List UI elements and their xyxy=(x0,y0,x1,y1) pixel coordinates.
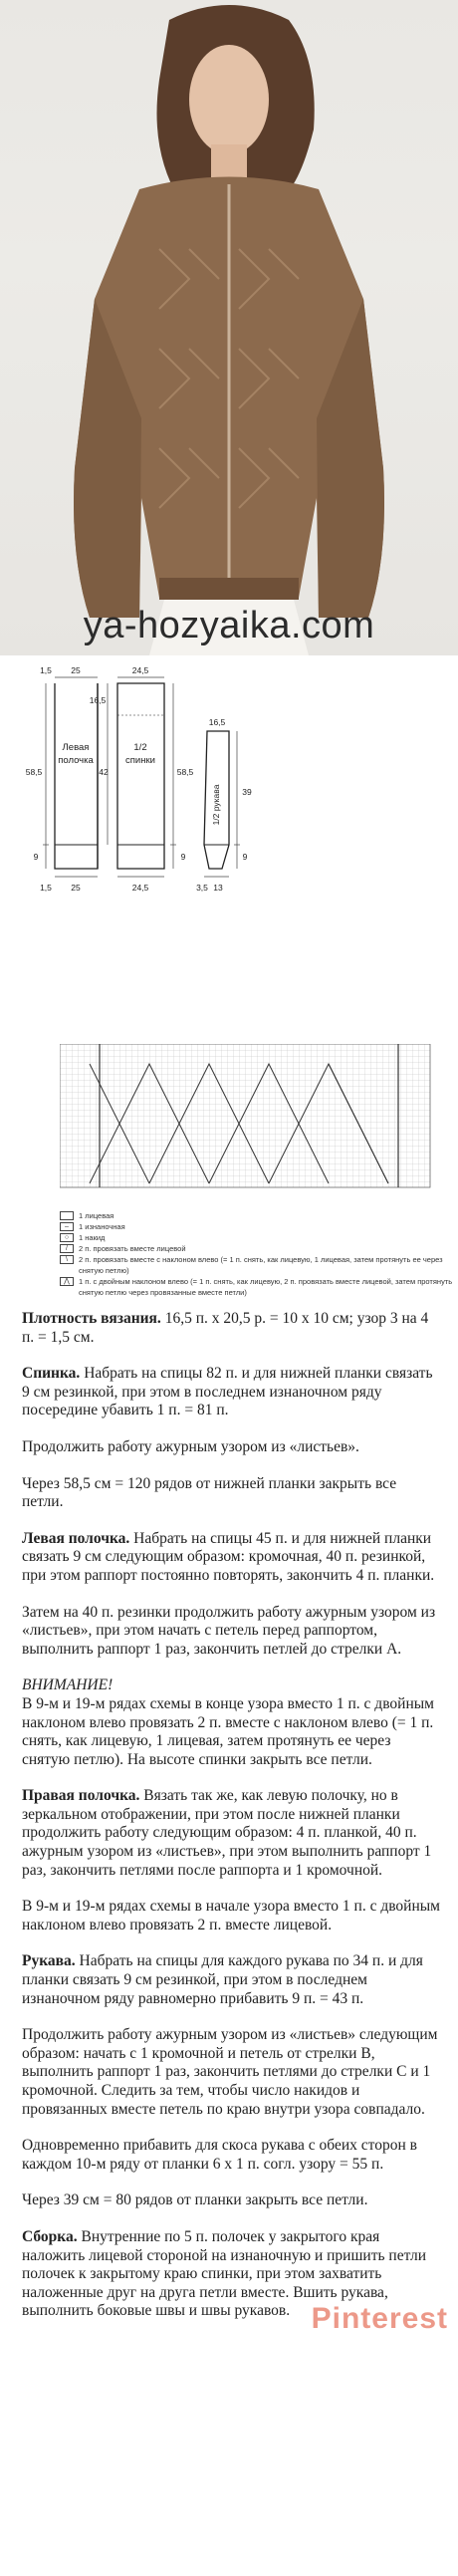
right-front-text: Вязать так же, как левую полочку, но в зеркальном отображении, при этом после нижней планки продолжить работу следующим образом: 4 п. планкой, 40 п. ажурным узором из «листьев», при этом выполнить раппорт 1 раз, закончить петлями после раппорта и 1 кромочной. xyxy=(22,1787,432,1879)
knitting-chart xyxy=(0,1034,458,1208)
gauge-paragraph xyxy=(22,1310,440,1347)
sleeves-pattern-paragraph: Продолжить работу ажурным узором из «листьев» следующим образом: начать с 1 кромочной и петель от стрелки В, выполнить раппорт 1 раз, закончить петлями до стрелки С и 1 кромочной. Следить за тем, чтобы число накидов и провязанных вместе петель по краю внутри узора совпадало. xyxy=(22,2026,438,2118)
gauge-text: 16,5 п. х 20,5 р. = 10 х 10 см; узор 3 на 4 п. = 1,5 см. xyxy=(22,1310,429,1346)
assembly-heading: Сборка. xyxy=(22,2227,78,2245)
legend-text: 1 накид xyxy=(79,1233,106,1242)
pinterest-watermark: Pinterest xyxy=(311,2302,448,2336)
back-label-2: спинки xyxy=(125,755,155,766)
dim-top-15: 1,5 xyxy=(40,665,52,675)
assembly-text: Внутренние по 5 п. полочек у закрытого края наложить лицевой стороной на изнаночную и пришить петли полочек к закрытому краю спинки, при этом захватить наложенные друг на друга петли вместе. Вшить рукава, выполнить боковые швы и швы рукавов. xyxy=(22,2227,427,2320)
sleeve-label: 1/2 рукава xyxy=(211,784,221,826)
garment-schematic xyxy=(0,655,458,1034)
dim-bottom-35: 3,5 xyxy=(196,883,208,893)
legend-item xyxy=(60,1210,458,1221)
legend-text: 2 п. провязать вместе с наклоном влево (= 1 п. снять, как лицевую, 1 лицевая, затем протянуть ее через снятую петлю) xyxy=(79,1255,443,1275)
attention-paragraph xyxy=(22,1676,440,1769)
legend-item xyxy=(60,1254,458,1276)
dim-sleeve-165: 16,5 xyxy=(208,717,226,727)
model-photo xyxy=(0,0,458,655)
right-front-paragraph xyxy=(22,1787,440,1880)
legend-text: 1 п. с двойным наклоном влево (= 1 п. снять, как лицевую, 2 п. провязать вместе лицевой, затем протянуть снятую петлю через провязанные вместе петли) xyxy=(79,1277,453,1297)
front-label-1: Левая xyxy=(62,742,90,753)
front-label-2: полочка xyxy=(58,755,94,766)
legend-symbol: \ xyxy=(60,1255,74,1264)
left-front-heading: Левая полочка. xyxy=(22,1529,130,1547)
sleeves-paragraph xyxy=(22,1952,440,2008)
dim-top-25: 25 xyxy=(71,665,81,675)
legend-symbol: ⋀ xyxy=(60,1277,74,1286)
attention-heading: ВНИМАНИЕ! xyxy=(22,1676,114,1694)
back-text: Набрать на спицы 82 п. и для нижней планки связать 9 см резинкой, при этом в последнем изнаночном ряду посередине убавить 1 п. = 81 п. xyxy=(22,1365,433,1419)
sleeves-heading: Рукава. xyxy=(22,1952,76,1970)
dim-sleeve-39: 39 xyxy=(242,787,252,797)
right-front-note-paragraph: В 9-м и 19-м рядах схемы в начале узора вместо 1 п. с двойным наклоном влево провязать 2 п. вместе лицевой. xyxy=(22,1898,440,1933)
sleeves-bindoff-paragraph: Через 39 см = 80 рядов от планки закрыть все петли. xyxy=(22,2191,368,2209)
sleeves-text: Набрать на спицы для каждого рукава по 34 п. и для планки связать 9 см резинкой, при этом в последнем изнаночном ряду равномерно прибавить 9 п. = 43 п. xyxy=(22,1952,423,2007)
dim-top-245: 24,5 xyxy=(131,665,149,675)
dim-back-585: 58,5 xyxy=(176,767,194,777)
back-bindoff-paragraph: Через 58,5 см = 120 рядов от нижней планки закрыть все петли. xyxy=(22,1474,397,1511)
back-label-1: 1/2 xyxy=(133,742,147,753)
legend-item xyxy=(60,1276,458,1298)
back-pattern-paragraph: Продолжить работу ажурным узором из «листьев». xyxy=(22,1437,359,1455)
sleeves-increase-paragraph: Одновременно прибавить для скоса рукава с обеих сторон в каждом 10-м ряду от планки 6 х 1 п. согл. узору = 55 п. xyxy=(22,2137,417,2173)
lace-pattern-grid xyxy=(60,1044,438,1193)
legend-item xyxy=(60,1221,458,1232)
legend-text: 2 п. провязать вместе лицевой xyxy=(79,1244,186,1253)
left-front-piece xyxy=(55,683,98,869)
back-heading: Спинка. xyxy=(22,1365,81,1383)
back-piece xyxy=(117,683,164,869)
right-front-heading: Правая полочка. xyxy=(22,1787,140,1805)
dim-bottom-13: 13 xyxy=(213,883,223,893)
legend-symbol: – xyxy=(60,1222,74,1231)
left-front-paragraph xyxy=(22,1530,440,1586)
legend-item xyxy=(60,1232,458,1243)
legend-item xyxy=(60,1243,458,1254)
dim-front-585: 58,5 xyxy=(25,767,43,777)
gauge-heading: Плотность вязания. xyxy=(22,1310,161,1327)
back-paragraph xyxy=(22,1365,440,1420)
left-front-pattern-paragraph: Затем на 40 п. резинки продолжить работу ажурным узором из «листьев», при этом начать с петель перед раппортом, выполнить раппорт 1 раз, закончить петлей до стрелки А. xyxy=(22,1603,436,1658)
dim-sleeve-9: 9 xyxy=(242,852,248,862)
site-watermark: ya-hozyaika.com xyxy=(83,605,375,646)
legend-symbol: ○ xyxy=(60,1233,74,1242)
attention-text: В 9-м и 19-м рядах схемы в конце узора вместо 1 п. с двойным наклоном влево провязать 2 п. вместе с наклоном влево (= 1 п. снять, как лицевую, 1 лицевая, затем протянуть ее через снятую петлю). На высоте спинки закрыть все петли. xyxy=(22,1694,434,1768)
dim-back-9: 9 xyxy=(180,852,186,862)
chart-legend xyxy=(0,1208,458,1298)
dim-bottom-25: 25 xyxy=(71,883,81,893)
pattern-instructions xyxy=(0,1298,458,2341)
cardigan-photo-illustration xyxy=(0,0,458,655)
legend-text: 1 лицевая xyxy=(79,1211,114,1220)
left-front-text: Набрать на спицы 45 п. и для нижней планки связать 9 см следующим образом: кромочная, 40 п. резинкой, при этом раппорт постоянно повторять, закончить 4 п. планки. xyxy=(22,1529,435,1584)
dim-bottom-15: 1,5 xyxy=(40,883,52,893)
legend-text: 1 изнаночная xyxy=(79,1222,125,1231)
legend-symbol: / xyxy=(60,1244,74,1253)
legend-symbol xyxy=(60,1211,74,1220)
dim-front-42: 42 xyxy=(99,767,109,777)
dim-bottom-245: 24,5 xyxy=(131,883,149,893)
dim-front-9: 9 xyxy=(33,852,39,862)
sleeve-piece xyxy=(204,731,229,869)
dim-front-165: 16,5 xyxy=(89,695,107,705)
